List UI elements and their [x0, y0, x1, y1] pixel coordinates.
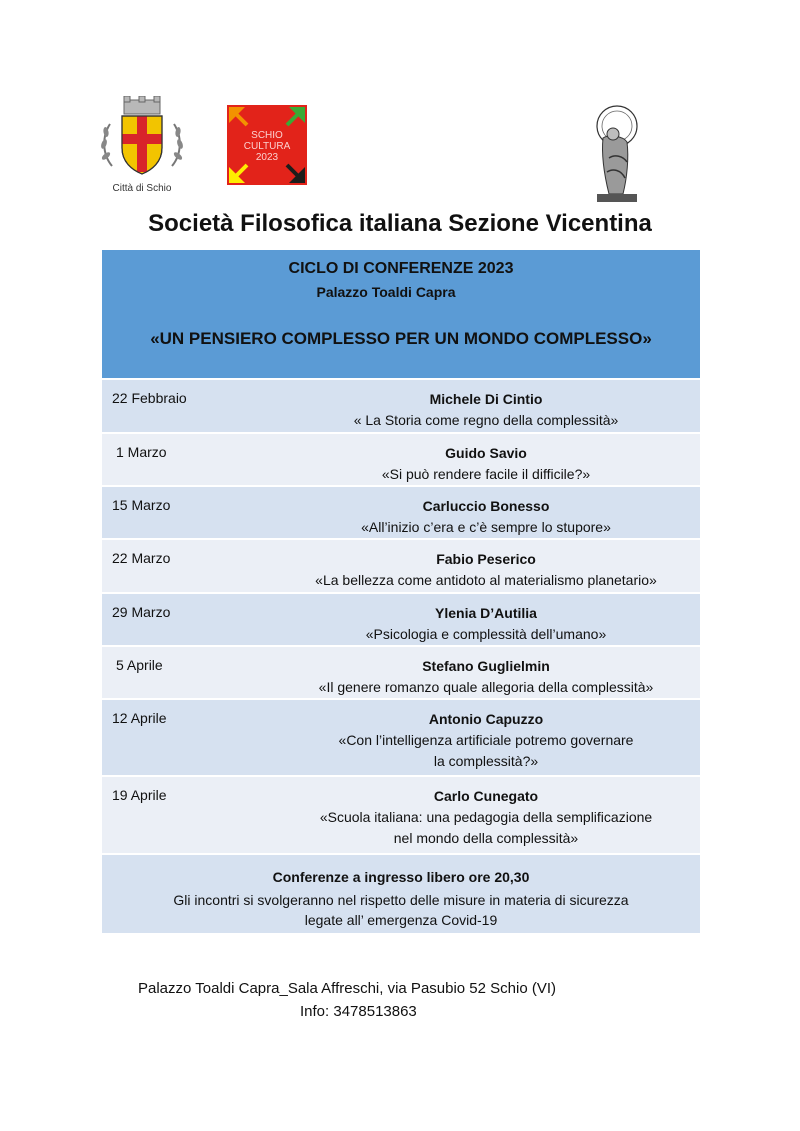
- event-title: «All’inizio c’era e c’è sempre lo stupore»: [361, 519, 611, 535]
- schio-cultura-logo: [227, 105, 307, 185]
- event-body: [272, 603, 700, 645]
- event-body: [272, 496, 700, 538]
- event-speaker: Carluccio Bonesso: [422, 498, 550, 514]
- theme-title: «UN PENSIERO COMPLESSO PER UN MONDO COMPLESSO»: [150, 329, 652, 348]
- event-body: [272, 656, 700, 698]
- event-date: 15 Marzo: [112, 497, 171, 513]
- event-date: 1 Marzo: [116, 444, 167, 460]
- event-speaker: Stefano Guglielmin: [422, 658, 550, 674]
- table-row: [102, 434, 700, 487]
- event-body: [272, 709, 700, 772]
- event-title: «Si può rendere facile il difficile?»: [381, 466, 591, 482]
- event-title: «Con l’intelligenza artificiale potremo governare: [338, 732, 634, 748]
- city-logo-caption: Città di Schio: [112, 183, 172, 194]
- cultura-line1: SCHIO: [251, 130, 283, 141]
- info-phone: Info: 3478513863: [300, 1003, 417, 1020]
- table-row: [102, 594, 700, 647]
- program-footer: [102, 855, 700, 933]
- event-date: 29 Marzo: [112, 604, 171, 620]
- event-date: 19 Aprile: [112, 787, 167, 803]
- safety-note-line1: Gli incontri si svolgeranno nel rispetto delle misure in materia di sicurezza: [173, 892, 629, 908]
- event-speaker: Fabio Peserico: [436, 551, 536, 567]
- event-speaker: Ylenia D’Autilia: [435, 605, 537, 621]
- city-of-schio-logo: [96, 96, 188, 200]
- event-body: [272, 443, 700, 485]
- venue-title: Palazzo Toaldi Capra: [316, 284, 456, 300]
- venue-address: Palazzo Toaldi Capra_Sala Affreschi, via Pasubio 52 Schio (VI): [138, 980, 557, 997]
- event-body: [272, 786, 700, 849]
- event-speaker: Carlo Cunegato: [433, 788, 539, 804]
- event-speaker: Antonio Capuzzo: [428, 711, 544, 727]
- event-title: « La Storia come regno della complessità»: [353, 412, 619, 428]
- event-speaker: Michele Di Cintio: [429, 391, 543, 407]
- event-body: [272, 389, 700, 431]
- event-date: 5 Aprile: [116, 657, 163, 673]
- free-entry-note: Conferenze a ingresso libero ore 20,30: [272, 869, 530, 885]
- event-title: «La bellezza come antidoto al materialismo planetario»: [315, 572, 657, 588]
- event-date: 22 Marzo: [112, 550, 171, 566]
- cultura-line3: 2023: [255, 152, 279, 163]
- event-title: «Scuola italiana: una pedagogia della semplificazione: [319, 809, 653, 825]
- safety-note: [102, 890, 700, 930]
- table-row: [102, 540, 700, 594]
- sfi-seal-logo: [583, 98, 647, 206]
- event-body: [272, 549, 700, 591]
- coat-of-arms-icon: [96, 96, 188, 182]
- table-row: [102, 487, 700, 540]
- event-title: «Il genere romanzo quale allegoria della complessità»: [318, 679, 654, 695]
- event-title: «Psicologia e complessità dell’umano»: [365, 626, 607, 642]
- event-date: 12 Aprile: [112, 710, 167, 726]
- conference-program-table: [102, 250, 700, 933]
- cultura-line2: CULTURA: [243, 141, 291, 152]
- event-title-line2: nel mondo della complessità»: [393, 830, 579, 846]
- statue-seal-icon: [583, 98, 647, 206]
- table-row: [102, 777, 700, 855]
- cycle-title: CICLO DI CONFERENZE 2023: [288, 260, 514, 277]
- table-row: [102, 380, 700, 434]
- event-speaker: Guido Savio: [445, 445, 527, 461]
- organization-title: Società Filosofica italiana Sezione Vicentina: [148, 210, 652, 237]
- schio-cultura-icon: [227, 105, 307, 185]
- event-title-line2: la complessità?»: [433, 753, 539, 769]
- event-date: 22 Febbraio: [112, 390, 187, 406]
- table-row: [102, 647, 700, 700]
- safety-note-line2: legate all’ emergenza Covid-19: [304, 912, 498, 928]
- table-row: [102, 700, 700, 777]
- program-header: [102, 250, 700, 380]
